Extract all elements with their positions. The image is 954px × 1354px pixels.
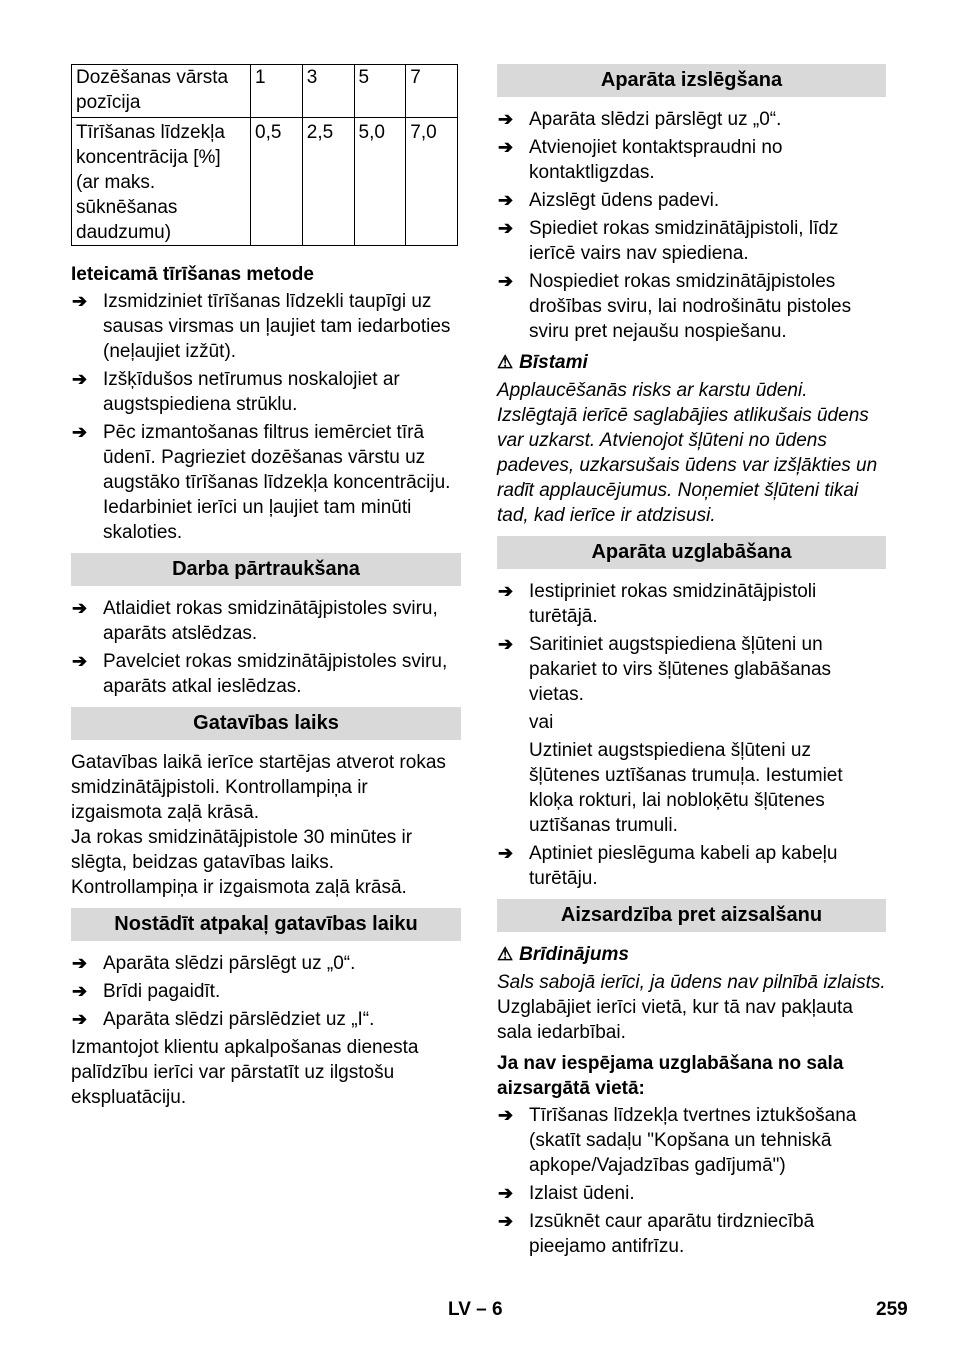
- reset-steps: [71, 951, 461, 1032]
- language-page-code: LV – 6: [448, 1299, 503, 1320]
- table-cell: 1: [251, 65, 303, 118]
- table-cell: Dozēšanas vārsta pozīcija: [72, 65, 251, 118]
- arrow-icon: ➔: [72, 651, 88, 671]
- arrow-icon: ➔: [498, 1183, 514, 1203]
- list-item: ➔ Brīdi pagaidīt.: [72, 981, 221, 1002]
- section-title-break: Darba pārtraukšana: [71, 553, 461, 586]
- section-title-standby: Gatavības laiks: [71, 707, 461, 740]
- page-number: 259: [876, 1299, 908, 1320]
- standby-paragraph: Ja rokas smidzinātājpistole 30 minūtes ir slēgta, beidzas gatavības laiks. Kontrollampiņa ir izgaismota zaļā krāsā.: [71, 827, 413, 898]
- table-cell: 0,5: [251, 118, 303, 246]
- list-item: ➔ Izsmidziniet tīrīšanas līdzekli taupīgi uz sausas virsmas un ļaujiet tam iedarboties (neļaujiet izžūt).: [72, 291, 451, 362]
- table-cell: Tīrīšanas līdzekļa koncentrācija [%] (ar maks. sūknēšanas daudzumu): [72, 118, 251, 246]
- frost-steps: [497, 1103, 886, 1259]
- arrow-icon: ➔: [72, 422, 88, 442]
- arrow-icon: ➔: [72, 598, 88, 618]
- standby-paragraph: Gatavības laikā ierīce startējas atverot rokas smidzinātājpistoli. Kontrollampiņa ir izgaismota zaļā krāsā.: [71, 752, 446, 823]
- arrow-icon: ➔: [498, 109, 514, 129]
- reset-note: Izmantojot klientu apkalpošanas dienesta palīdzību ierīci var pārstatīt uz ilgstošu ekspluatāciju.: [71, 1037, 419, 1108]
- storage-or: vai: [529, 712, 554, 733]
- list-item: ➔ Izšķīdušos netīrumus noskalojiet ar augstspiediena strūklu.: [72, 369, 400, 415]
- method-steps: [71, 289, 461, 545]
- section-title-off: Aparāta izslēgšana: [497, 64, 886, 97]
- frost-subheading: Ja nav iespējama uzglabāšana no sala aizsargātā vietā:: [497, 1053, 844, 1099]
- arrow-icon: ➔: [72, 981, 88, 1001]
- caution-text: Sals sabojā ierīci, ja ūdens nav pilnībā izlaists.: [497, 972, 886, 993]
- list-item: ➔ Aparāta slēdzi pārslēgt uz „0“.: [72, 953, 356, 974]
- off-steps: [497, 107, 886, 344]
- arrow-icon: ➔: [498, 843, 514, 863]
- arrow-icon: ➔: [498, 218, 514, 238]
- arrow-icon: ➔: [72, 369, 88, 389]
- arrow-icon: ➔: [498, 137, 514, 157]
- section-title-frost: Aizsardzība pret aizsalšanu: [497, 899, 886, 932]
- arrow-icon: ➔: [72, 291, 88, 311]
- list-item: ➔ Aparāta slēdzi pārslēdziet uz „I“.: [72, 1009, 375, 1030]
- arrow-icon: ➔: [72, 953, 88, 973]
- storage-steps: [497, 579, 886, 707]
- arrow-icon: ➔: [498, 271, 514, 291]
- right-column: [497, 64, 886, 1262]
- list-item: ➔ Izlaist ūdeni.: [498, 1183, 635, 1204]
- arrow-icon: ➔: [72, 1009, 88, 1029]
- arrow-icon: ➔: [498, 1105, 514, 1125]
- list-item: ➔ Aizslēgt ūdens padevi.: [498, 190, 720, 211]
- storage-alternative: Uztiniet augstspiediena šļūteni uz šļūtenes uztīšanas trumuļa. Iestumiet kloķa rokturi, lai nobloķētu šļūtenes uztīšanas trumuli.: [529, 740, 843, 836]
- caution-heading: ⚠ Brīdinājums: [497, 944, 629, 965]
- arrow-icon: ➔: [498, 190, 514, 210]
- table-cell: 7: [406, 65, 458, 118]
- danger-text: Applaucēšanās risks ar karstu ūdeni. Izslēgtajā ierīcē saglabājies atlikušais ūdens var uzkarst. Atvienojot šļūteni no ūdens padeves, uzkarsušais ūdens var izšļākties un radīt applaucējumus. Noņemiet šļūteni tikai tad, kad ierīce ir atdzisusi.: [497, 380, 878, 526]
- list-item: ➔ Atlaidiet rokas smidzinātājpistoles sviru, aparāts atslēdzas.: [72, 598, 438, 644]
- table-cell: 5,0: [354, 118, 406, 246]
- table-row: [72, 118, 458, 246]
- arrow-icon: ➔: [498, 1211, 514, 1231]
- table-cell: 3: [302, 65, 354, 118]
- frost-paragraph: Uzglabājiet ierīci vietā, kur tā nav pakļauta sala iedarbībai.: [497, 997, 853, 1043]
- storage-steps-2: [497, 841, 886, 891]
- list-item: ➔ Izsūknēt caur aparātu tirdzniecībā pieejamo antifrīzu.: [498, 1211, 815, 1257]
- arrow-icon: ➔: [498, 581, 514, 601]
- dosing-table: [71, 64, 458, 246]
- list-item: ➔ Aptiniet pieslēguma kabeli ap kabeļu turētāju.: [498, 843, 838, 889]
- list-item: ➔ Spiediet rokas smidzinātājpistoli, līdz ierīcē vairs nav spiediena.: [498, 218, 839, 264]
- list-item: ➔ Atvienojiet kontaktspraudni no kontaktligzdas.: [498, 137, 783, 183]
- warning-triangle-icon: ⚠: [497, 352, 514, 372]
- table-cell: 7,0: [406, 118, 458, 246]
- list-item: ➔ Iestipriniet rokas smidzinātājpistoli turētājā.: [498, 581, 817, 627]
- list-item: ➔ Tīrīšanas līdzekļa tvertnes iztukšošana (skatīt sadaļu "Kopšana un tehniskā apkope/Vajadzības gadījumā"): [498, 1105, 857, 1176]
- list-item: ➔ Aparāta slēdzi pārslēgt uz „0“.: [498, 109, 782, 130]
- table-cell: 5: [354, 65, 406, 118]
- table-row: [72, 65, 458, 118]
- table-cell: 2,5: [302, 118, 354, 246]
- danger-heading: ⚠ Bīstami: [497, 352, 588, 373]
- method-heading: Ieteicamā tīrīšanas metode: [71, 264, 314, 285]
- break-steps: [71, 596, 461, 699]
- warning-triangle-icon: ⚠: [497, 944, 514, 964]
- left-column: [71, 64, 461, 1110]
- section-title-storage: Aparāta uzglabāšana: [497, 536, 886, 569]
- list-item: ➔ Nospiediet rokas smidzinātājpistoles drošības sviru, lai nodrošinātu pistoles sviru pret nejaušu nospiešanu.: [498, 271, 852, 342]
- list-item: ➔ Pavelciet rokas smidzinātājpistoles sviru, aparāts atkal ieslēdzas.: [72, 651, 448, 697]
- list-item: ➔ Pēc izmantošanas filtrus iemērciet tīrā ūdenī. Pagrieziet dozēšanas vārstu uz augstāko tīrīšanas līdzekļa koncentrāciju. Iedarbiniet ierīci un ļaujiet tam minūti skaloties.: [72, 422, 451, 543]
- section-title-reset: Nostādīt atpakaļ gatavības laiku: [71, 908, 461, 941]
- arrow-icon: ➔: [498, 634, 514, 654]
- list-item: ➔ Saritiniet augstspiediena šļūteni un pakariet to virs šļūtenes glabāšanas vietas.: [498, 634, 832, 705]
